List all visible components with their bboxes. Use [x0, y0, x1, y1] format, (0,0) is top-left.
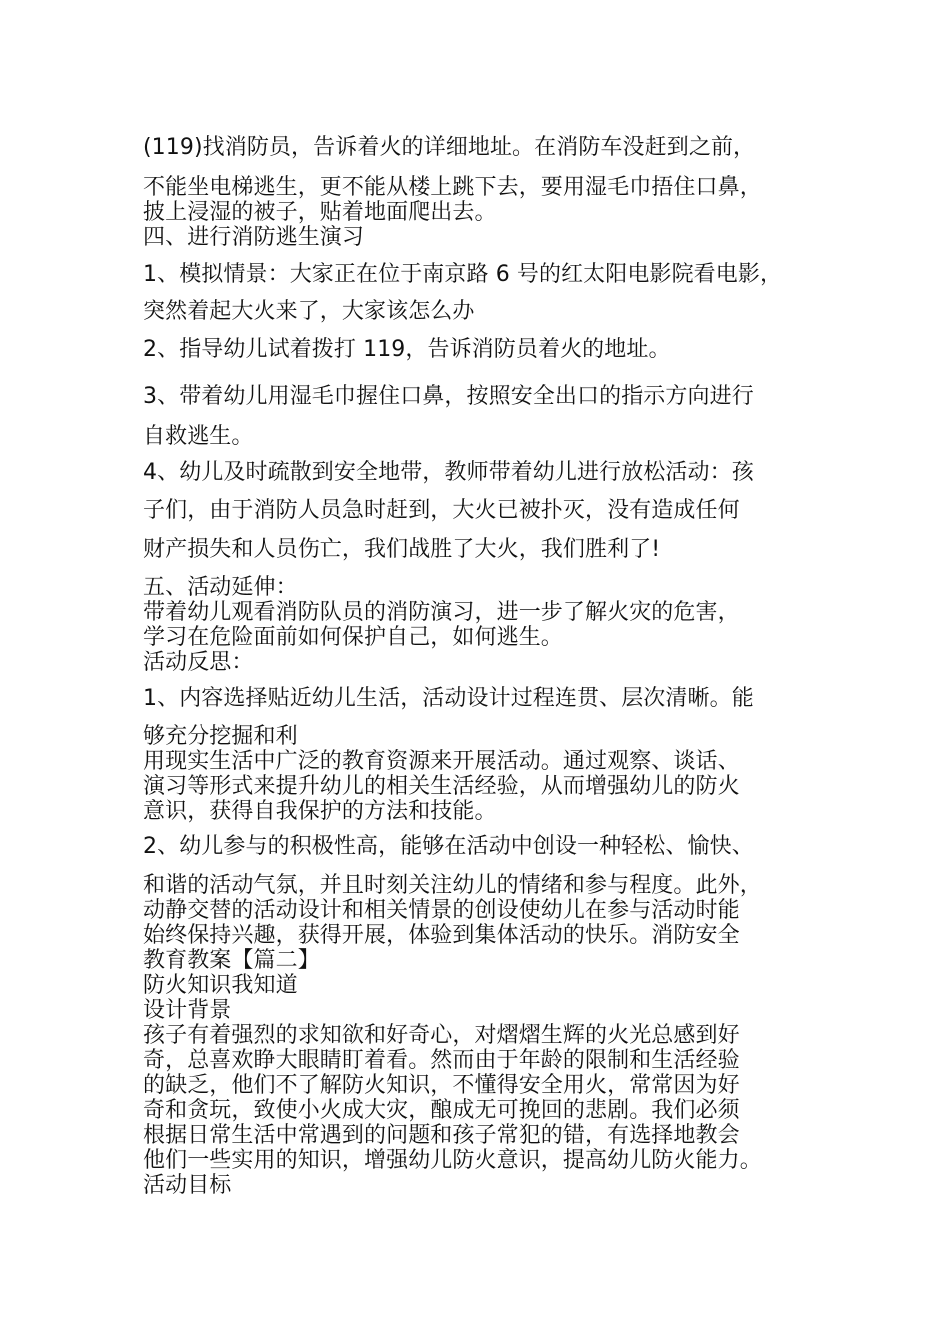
text-line: 演习等形式来提升幼儿的相关生活经验，从而增强幼儿的防火 [143, 774, 740, 799]
text-line: 够充分挖掘和利 [143, 724, 298, 749]
text-line: 突然着起大火来了，大家该怎么办 [143, 299, 475, 324]
text-line: 奇，总喜欢睁大眼睛盯着看。然而由于年龄的限制和生活经验 [143, 1048, 740, 1073]
text-line: 3、带着幼儿用湿毛巾握住口鼻，按照安全出口的指示方向进行 [143, 384, 754, 409]
section-heading: 活动反思： [143, 650, 254, 675]
text-line: 2、指导幼儿试着拨打 119，告诉消防员着火的地址。 [143, 337, 671, 362]
text-line: 始终保持兴趣，获得开展，体验到集体活动的快乐。消防安全 [143, 923, 740, 948]
text-line: 和谐的活动气氛，并且时刻关注幼儿的情绪和参与程度。此外， [143, 873, 762, 898]
text-line: 奇和贪玩，致使小火成大灾，酿成无可挽回的悲剧。我们必须 [143, 1098, 740, 1123]
text-line: 1、内容选择贴近幼儿生活，活动设计过程连贯、层次清晰。能 [143, 686, 754, 711]
text-line: 教育教案【篇二】 [143, 948, 320, 973]
text-line: 孩子有着强烈的求知欲和好奇心，对熠熠生辉的火光总感到好 [143, 1023, 740, 1048]
text-line: 自救逃生。 [143, 424, 254, 449]
text-line: 4、幼儿及时疏散到安全地带，教师带着幼儿进行放松活动：孩 [143, 460, 754, 485]
section-heading: 五、活动延伸： [143, 575, 298, 600]
text-line: 不能坐电梯逃生，更不能从楼上跳下去，要用湿毛巾捂住口鼻， [143, 175, 762, 200]
text-line: 根据日常生活中常遇到的问题和孩子常犯的错，有选择地教会 [143, 1123, 740, 1148]
text-line: 2、幼儿参与的积极性高，能够在活动中创设一种轻松、愉快、 [143, 834, 754, 859]
text-line: 1、模拟情景：大家正在位于南京路 6 号的红太阳电影院看电影， [143, 262, 783, 287]
text-line: 学习在危险面前如何保护自己，如何逃生。 [143, 625, 563, 650]
text-line: 财产损失和人员伤亡，我们战胜了大火，我们胜利了! [143, 537, 661, 562]
text-line: 带着幼儿观看消防队员的消防演习，进一步了解火灾的危害， [143, 600, 740, 625]
text-line: 披上浸湿的被子，贴着地面爬出去。 [143, 200, 497, 225]
text-line: 意识，获得自我保护的方法和技能。 [143, 799, 497, 824]
text-line: 用现实生活中广泛的教育资源来开展活动。通过观察、谈话、 [143, 749, 740, 774]
text-line: 动静交替的活动设计和相关情景的创设使幼儿在参与活动时能 [143, 898, 740, 923]
section-heading: 四、进行消防逃生演习 [143, 225, 365, 250]
text-line: 子们，由于消防人员急时赶到，大火已被扑灭，没有造成任何 [143, 498, 740, 523]
text-line: 他们一些实用的知识，增强幼儿防火意识，提高幼儿防火能力。 [143, 1148, 762, 1173]
section-heading: 防火知识我知道 [143, 973, 298, 998]
section-heading: 活动目标 [143, 1173, 232, 1198]
text-line: (119)找消防员，告诉着火的详细地址。在消防车没赶到之前， [143, 135, 756, 160]
text-line: 的缺乏，他们不了解防火知识，不懂得安全用火，常常因为好 [143, 1073, 740, 1098]
section-heading: 设计背景 [143, 998, 232, 1023]
